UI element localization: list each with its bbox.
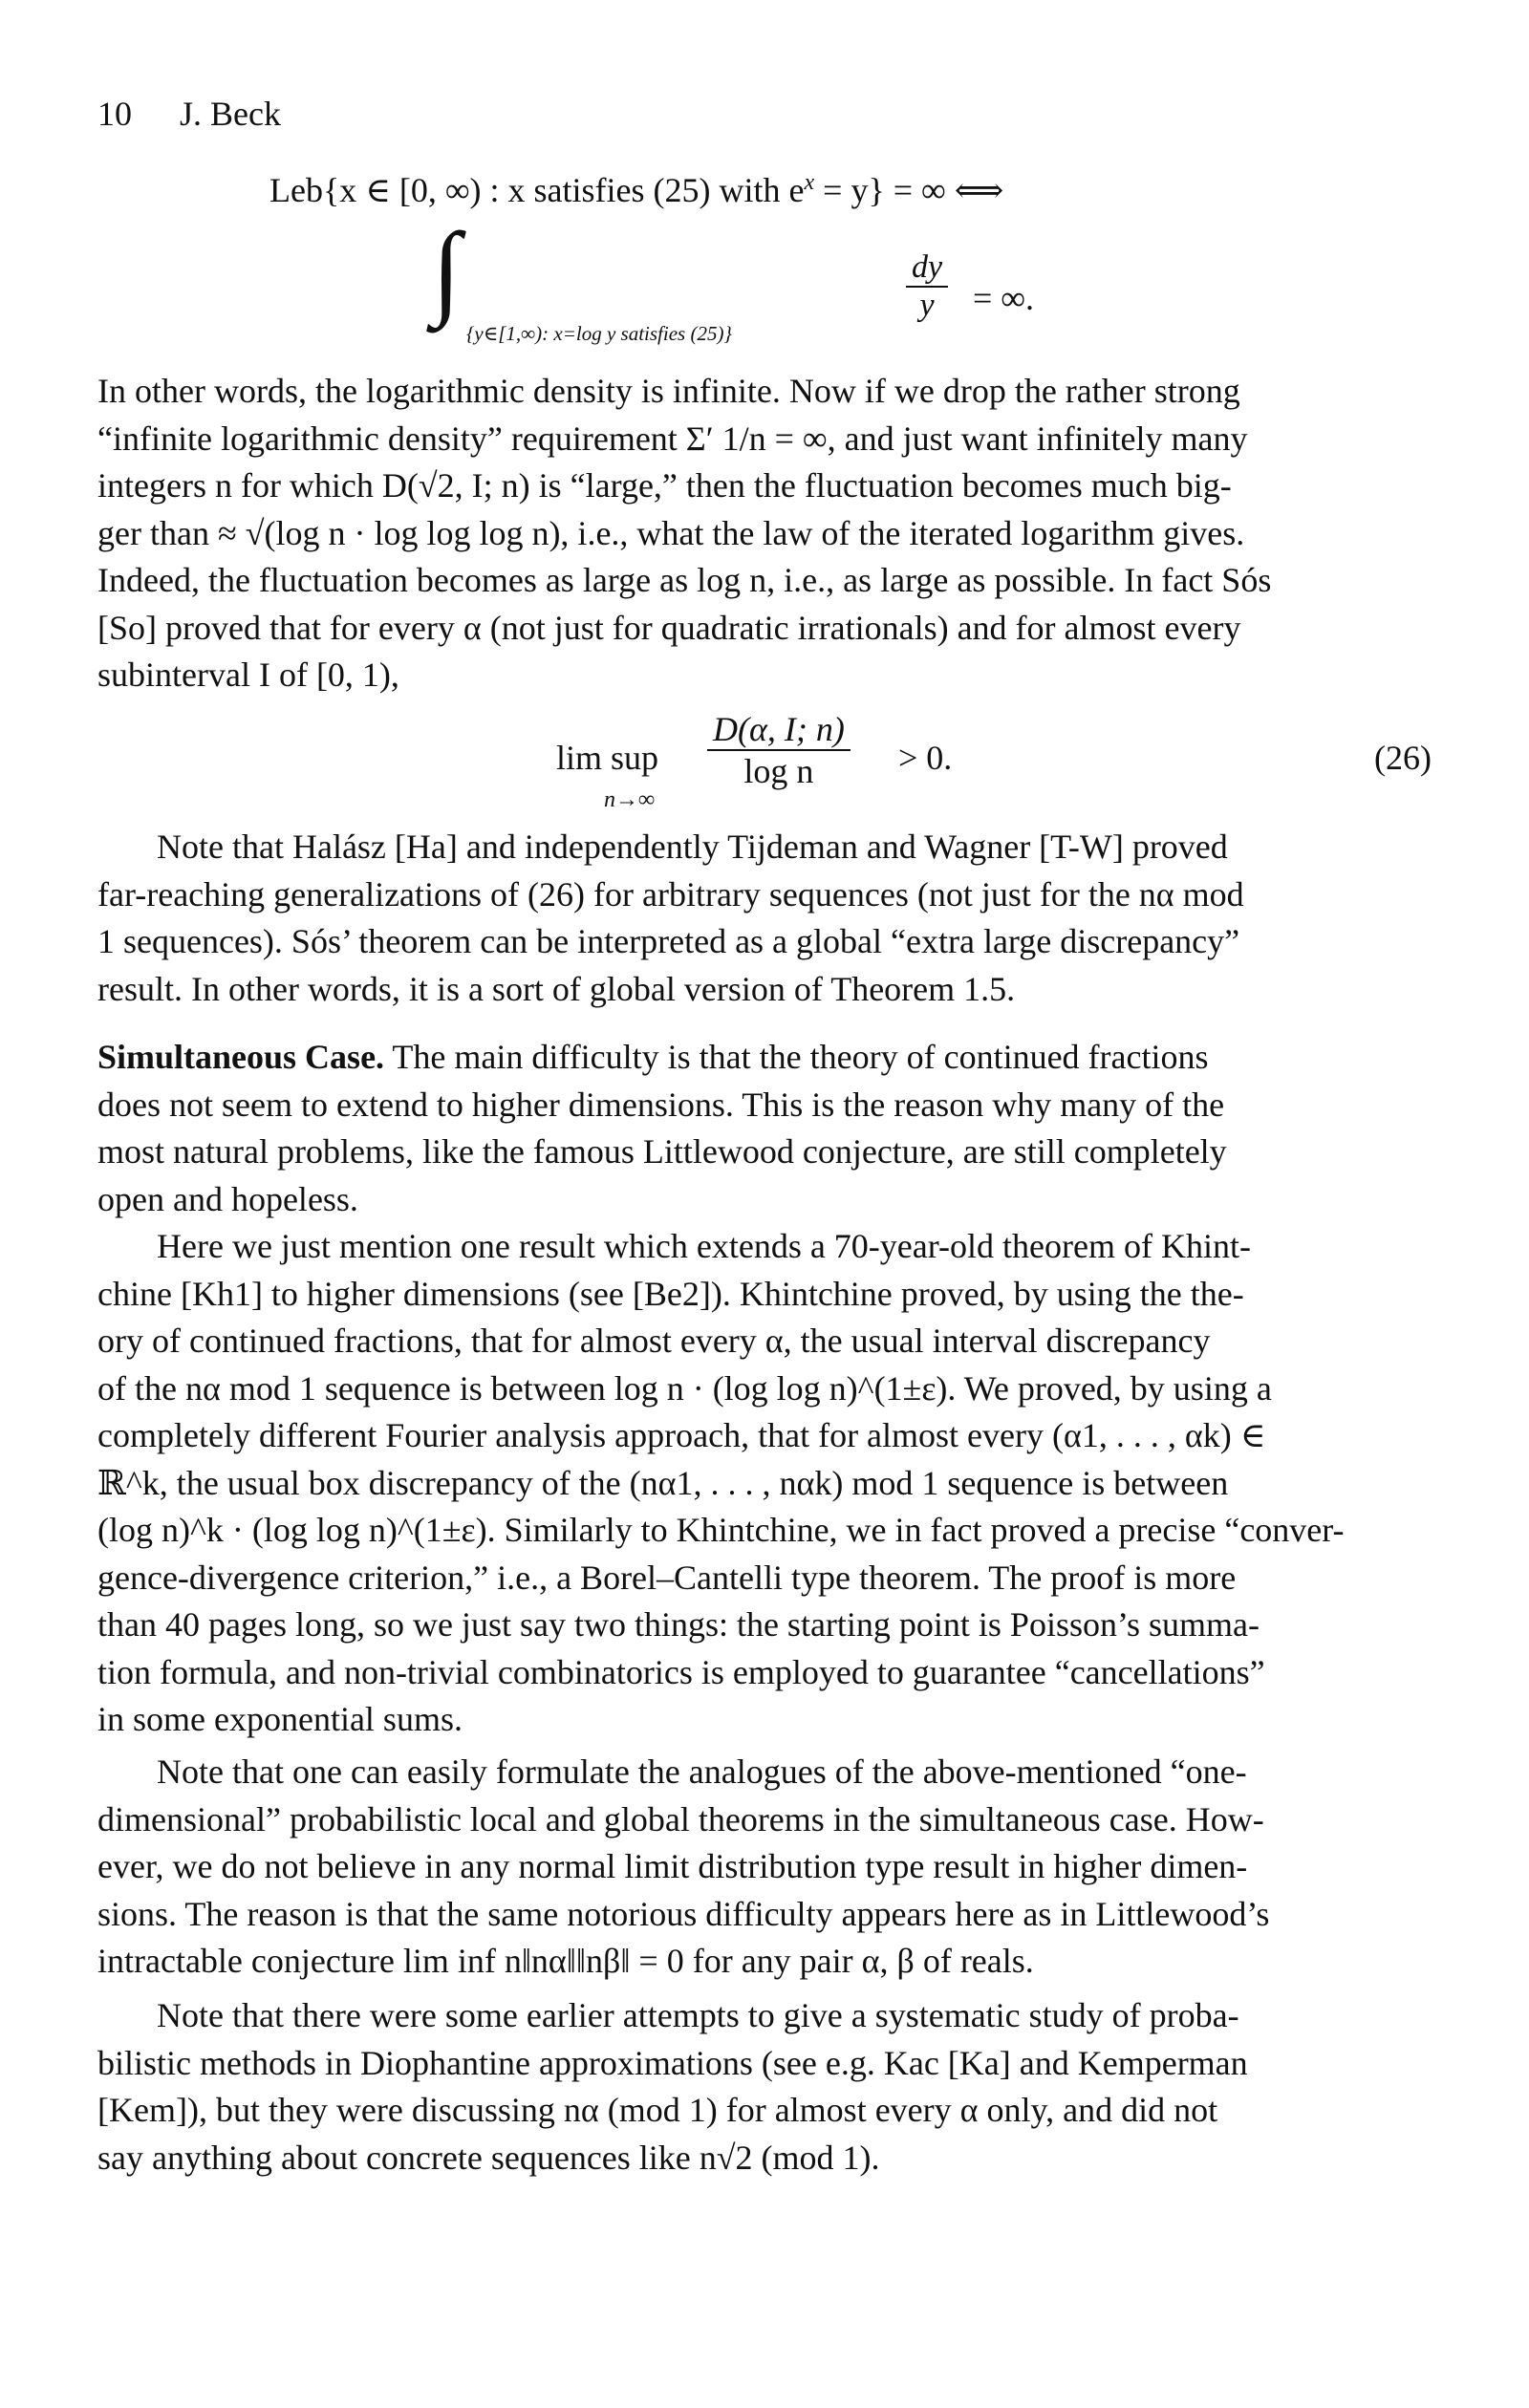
running-header — [97, 94, 281, 134]
equation-26-fraction: $\frac{D(\alpha, I; n)}{\text{log n}}$ — [707, 709, 851, 791]
integral-fraction: $\frac{dy}{y}$ — [906, 249, 948, 324]
integral-sign: ∫ — [432, 211, 462, 328]
section-heading: Simultaneous Case. — [97, 1038, 385, 1076]
running-title: J. Beck — [180, 95, 281, 133]
integral-domain: {y∈[1,∞): x=log y satisfies (25)} — [466, 322, 732, 345]
equation-26: lim sup n→∞ $\frac{D(\alpha, I; n)}{\text{log n}}$ > 0. (26) — [556, 710, 1432, 812]
equation-label: (26) — [1374, 739, 1432, 777]
paragraph-simultaneous-case: Simultaneous Case. The main difficulty is that the theory of continued fractions does not seem to extend to higher dimensions. This is the reason why many of the most natural problems, like the famous Littlewood conjecture, are still completely open and hopeless. — [97, 1038, 1227, 1218]
page-number: 10 — [97, 95, 132, 133]
paragraph-logarithmic-density: In other words, the logarithmic density is infinite. Now if we drop the rather strong “infinite logarithmic density” requirement Σ′ 1/n = ∞, and just want infinitely many integers n for which D(√2, I; n) is “large,” then the fluctuation becomes much big- ger than ≈ √(log n · log log log n), i.e., what the law of the iterated logarithm gives. Indeed, the fluctuation becomes as large as log n, i.e., as large as possible. In fact Sós [So] proved that for every α (not just for quadratic irrationals) and for almost every subinterval I of [0, 1), — [97, 372, 1272, 694]
paragraph-analogues: Note that one can easily formulate the analogues of the above-mentioned “one- dimensional” probabilistic local and global theorems in the simultaneous case. How- ever, we do not believe in any normal limit distribution type result in higher dimen- sions. The reason is that the same notorious difficulty appears here as in Littlewood’s intractable conjecture lim inf n‖nα‖‖nβ‖ = 0 for any pair α, β of reals. — [97, 1752, 1270, 1980]
paragraph-khintchine: Here we just mention one result which extends a 70-year-old theorem of Khint- chine [Kh1] to higher dimensions (see [Be2]). Khintchine proved, by using the the- ory of continued fractions, that for almost every α, the usual interval discrepancy of the nα mod 1 sequence is between log n · (log log n)^(1±ε). We proved, by using a completely different Fourier analysis approach, that for almost every (α1, . . . , αk) ∈ ℝ^k, the usual box discrepancy of the (nα1, . . . , nαk) mod 1 sequence is between (log n)^k · (log log n)^(1±ε). Similarly to Khintchine, we in fact proved a precise “conver- gence-divergence criterion,” i.e., a Borel–Cantelli type theorem. The proof is more than 40 pages long, so we just say two things: the starting point is Poisson’s summa- tion formula, and non-trivial combinatorics is employed to guarantee “cancellations” in some exponential sums. — [97, 1227, 1345, 1738]
equation-leb: Leb{x ∈ [0, ∞) : x satisfies (25) with $e^x = y$} = ∞ ⟺ — [269, 170, 1004, 209]
paragraph-halasz: Note that Halász [Ha] and independently Tijdeman and Wagner [T-W] proved far-reaching generalizations of (26) for arbitrary sequences (not just for the nα mod 1 sequences). Sós’ theorem can be interpreted as a global “extra large discrepancy” result. In other words, it is a sort of global version of Theorem 1.5. — [97, 828, 1244, 1008]
page: 10 J. Beck Leb{x ∈ [0, ∞) : x satisfies (25) with $e^x = y$} = ∞ ⟺ ∫ {y∈[1,∞): x=log y satisfies (25)} $\frac{dy}{y}$ = ∞. In other words, the logarithmic density is infinite. Now if we drop the rather strong “infinite logarithmic density” requirement Σ′ 1/n = ∞, and just want infinitely many integers n for which D(√2, I; n) is “large,” then the fluctuation becomes much big- ger than ≈ √(log n · log log log n), i.e., what the law of the iterated logarithm gives. Indeed, the fluctuation becomes as large as log n, i.e., as large as possible. In fact Sós [So] proved that for every α (not just for quadratic irrationals) and for almost every subinterval I of [0, 1), lim sup n→∞ $\frac{D(\alpha, I; n)}{\text{log n}}$ > 0. (26) Note that Halász [Ha] and independently Tijdeman and Wagner [T-W] proved far-reaching generalizations of (26) for arbitrary sequences (not just for the nα mod 1 sequences). Sós’ theorem can be interpreted as a global “extra large discrepancy” result. In other words, it is a sort of global version of Theorem 1.5. Simultaneous Case. The main difficulty is that the theory of continued fractions does not seem to extend to higher dimensions. This is the reason why many of the most natural problems, like the famous Littlewood conjecture, are still completely open and hopeless. Here we just mention one result which extends a 70-year-old theorem of Khint- chine [Kh1] to higher dimensions (see [Be2]). Khintchine proved, by using the the- ory of continued fractions, that for almost every α, the usual interval discrepancy of the nα mod 1 sequence is between log n · (log log n)^(1±ε). We proved, by using a completely different Fourier analysis approach, that for almost every (α1, . . . , αk) ∈ ℝ^k, the usual box discrepancy of the (nα1, . . . , nαk) mod 1 sequence is between (log n)^k · (log log n)^(1±ε). Similarly to Khintchine, we in fact proved a precise “conver- gence-divergence criterion,” i.e., a Borel–Cantelli type theorem. The proof is more than 40 pages long, so we just say two things: the starting point is Poisson’s summa- tion formula, and non-trivial combinatorics is employed to guarantee “cancellations” in some exponential sums. Note that one can easily formulate the analogues of the above-mentioned “one- dimensional” probabilistic local and global theorems in the simultaneous case. How- ever, we do not believe in any normal limit distribution type result in higher dimen- sions. The reason is that the same notorious difficulty appears here as in Littlewood’s intractable conjecture lim inf n‖nα‖‖nβ‖ = 0 for any pair α, β of reals. Note that there were some earlier attempts to give a systematic study of proba- bilistic methods in Diophantine approximations (see e.g. Kac [Ka] and Kemperman [Kem]), but they were discussing nα (mod 1) for almost every α only, and did not say anything about concrete sequences like n√2 (mod 1). — [0, 0, 1529, 2408]
paragraph-earlier-attempts: Note that there were some earlier attempts to give a systematic study of proba- bilistic methods in Diophantine approximations (see e.g. Kac [Ka] and Kemperman [Kem]), but they were discussing nα (mod 1) for almost every α only, and did not say anything about concrete sequences like n√2 (mod 1). — [97, 1996, 1248, 2177]
